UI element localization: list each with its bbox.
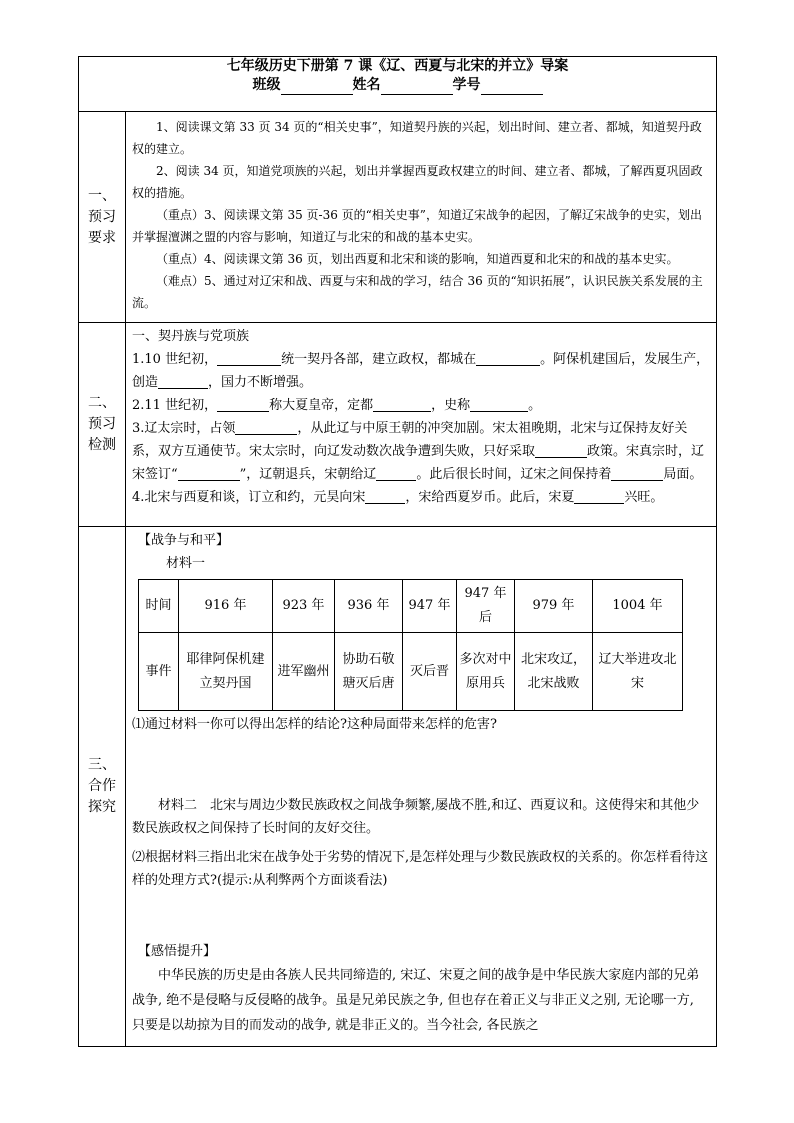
table-cell-event: 北宋攻辽，北宋战败 bbox=[515, 633, 593, 711]
table-cell-event: 进军幽州 bbox=[273, 633, 335, 711]
table-cell-time: 979 年 bbox=[515, 580, 593, 633]
section1-content bbox=[126, 112, 717, 323]
answer-blank[interactable] bbox=[535, 441, 587, 458]
answer-blank[interactable] bbox=[373, 395, 431, 412]
material2-text: 材料二 北宋与周边少数民族政权之间战争频繁,屡战不胜,和辽、西夏议和。这使得宋和其他少数民族政权之间保持了长时间的友好交往。 bbox=[132, 798, 700, 836]
section2-label bbox=[79, 323, 126, 527]
answer-blank[interactable] bbox=[217, 395, 269, 412]
section1-label-number: 一、 bbox=[88, 187, 116, 204]
section2-heading: 一、契丹族与党项族 bbox=[132, 329, 250, 344]
table-cell-event: 耶律阿保机建立契丹国 bbox=[179, 633, 273, 711]
table-cell-event: 灭后晋 bbox=[403, 633, 457, 711]
quiz-question-1: 1.10 世纪初， 统一契丹各部，建立政权，都城在 。阿保机建国后，发展生产，创造 ，国力不断增强。 bbox=[132, 348, 710, 394]
section1-label-line2: 预习 bbox=[88, 208, 116, 225]
table-cell-time: 916 年 bbox=[179, 580, 273, 633]
table-row-time bbox=[139, 580, 683, 633]
requirement-item: 1、阅读课文第 33 页 34 页的“相关史事”，知道契丹族的兴起，划出时间、建立者、都城，知道契丹政权的建立。 bbox=[132, 120, 702, 156]
section2-label-line2: 预习 bbox=[88, 416, 116, 432]
class-blank[interactable] bbox=[281, 80, 353, 95]
insight-text: 中华民族的历史是由各族人民共同缔造的, 宋辽、宋夏之间的战争是中华民族大家庭内部的兄弟战争, 绝不是侵略与反侵略的战争。虽是兄弟民族之争, 但也存在着正义与非正义之别, 无论哪一方, 只要是以劫掠为目的而发动的战争, 就是非正义的。当今社会, 各民族之 bbox=[132, 968, 700, 1033]
student-info-line bbox=[79, 76, 716, 95]
answer-space-1[interactable] bbox=[132, 736, 710, 794]
answer-blank[interactable] bbox=[365, 487, 405, 504]
requirement-item: 2、阅读 34 页，知道党项族的兴起，划出并掌握西夏政权建立的时间、建立者、都城，了解西夏巩固政权的措施。 bbox=[132, 164, 703, 200]
section3-label-line2: 合作 bbox=[88, 778, 116, 794]
material1-label: 材料一 bbox=[166, 556, 206, 571]
section3-label bbox=[79, 527, 126, 1047]
worksheet-page bbox=[78, 56, 716, 1046]
section2-label-line3: 检测 bbox=[88, 437, 116, 453]
quiz-question-2: 2.11 世纪初， 称大夏皇帝，定都 ，史称 。 bbox=[132, 394, 710, 417]
answer-blank[interactable] bbox=[476, 349, 540, 366]
worksheet-table bbox=[78, 56, 717, 1047]
table-cell-time: 936 年 bbox=[335, 580, 403, 633]
answer-space-2[interactable] bbox=[132, 892, 710, 940]
section3-label-line3: 探究 bbox=[88, 799, 116, 815]
table-cell-event: 辽大举进攻北宋 bbox=[593, 633, 683, 711]
table-cell-event: 协助石敬瑭灭后唐 bbox=[335, 633, 403, 711]
quiz-question-3: 3.辽太宗时，占领 ，从此辽与中原王朝的冲突加剧。宋太祖晚期，北宋与辽保持友好关系，双方互通使节。宋太宗时，向辽发动数次战争遭到失败，只好采取 政策。宋真宗时，辽宋签订“ ”，辽朝退兵，宋朝给辽 。此后很长时间，辽宋之间保持着 局面。 bbox=[132, 417, 710, 486]
table-cell-event: 多次对中原用兵 bbox=[457, 633, 515, 711]
requirement-item: （重点）4、阅读课文第 36 页，划出西夏和北宋和谈的影响，知道西夏和北宋的和战的基本史实。 bbox=[156, 252, 679, 266]
quiz-question-4: 4.北宋与西夏和谈，订立和约，元昊向宋 ，宋给西夏岁币。此后，宋夏 兴旺。 bbox=[132, 486, 710, 509]
table-cell-time: 923 年 bbox=[273, 580, 335, 633]
header-cell bbox=[79, 57, 717, 112]
requirement-item: （难点）5、通过对辽宋和战、西夏与宋和战的学习，结合 36 页的“知识拓展”，认识民族关系发展的主流。 bbox=[132, 274, 703, 310]
section1-label-line3: 要求 bbox=[88, 229, 116, 246]
name-blank[interactable] bbox=[381, 80, 453, 95]
table-cell-time: 1004 年 bbox=[593, 580, 683, 633]
answer-blank[interactable] bbox=[217, 349, 281, 366]
answer-blank[interactable] bbox=[178, 464, 240, 481]
name-label: 姓名 bbox=[352, 77, 381, 93]
answer-blank[interactable] bbox=[158, 372, 208, 389]
table-head-time: 时间 bbox=[139, 580, 179, 633]
insight-heading: 【感悟提升】 bbox=[138, 944, 217, 959]
class-label: 班级 bbox=[252, 77, 281, 93]
section3-heading: 【战争与和平】 bbox=[138, 533, 230, 548]
answer-blank[interactable] bbox=[611, 464, 663, 481]
page-title: 七年级历史下册第 7 课《辽、西夏与北宋的并立》导案 bbox=[226, 58, 569, 74]
answer-blank[interactable] bbox=[376, 464, 416, 481]
answer-blank[interactable] bbox=[574, 487, 624, 504]
id-blank[interactable] bbox=[481, 80, 543, 95]
id-label: 学号 bbox=[452, 77, 481, 93]
section3-label-number: 三、 bbox=[88, 757, 116, 773]
section2-label-number: 二、 bbox=[88, 395, 116, 411]
section2-content bbox=[126, 323, 717, 527]
section1-label bbox=[79, 112, 126, 323]
table-head-event: 事件 bbox=[139, 633, 179, 711]
section3-content bbox=[126, 527, 717, 1047]
question-1: ⑴通过材料一你可以得出怎样的结论?这种局面带来怎样的危害? bbox=[132, 717, 497, 732]
table-cell-time: 947 年 bbox=[403, 580, 457, 633]
question-2: ⑵根据材料三指出北宋在战争处于劣势的情况下,是怎样处理与少数民族政权的关系的。你怎样看待这样的处理方式?(提示:从利弊两个方面谈看法) bbox=[132, 850, 709, 888]
material1-table bbox=[138, 579, 683, 711]
requirement-item: （重点）3、阅读课文第 35 页-36 页的“相关史事”，知道辽宋战争的起因，了解辽宋战争的史实，划出并掌握澶渊之盟的内容与影响，知道辽与北宋的和战的基本史实。 bbox=[132, 208, 702, 244]
answer-blank[interactable] bbox=[235, 418, 297, 435]
table-cell-time: 947 年后 bbox=[457, 580, 515, 633]
answer-blank[interactable] bbox=[470, 395, 528, 412]
table-row-event bbox=[139, 633, 683, 711]
